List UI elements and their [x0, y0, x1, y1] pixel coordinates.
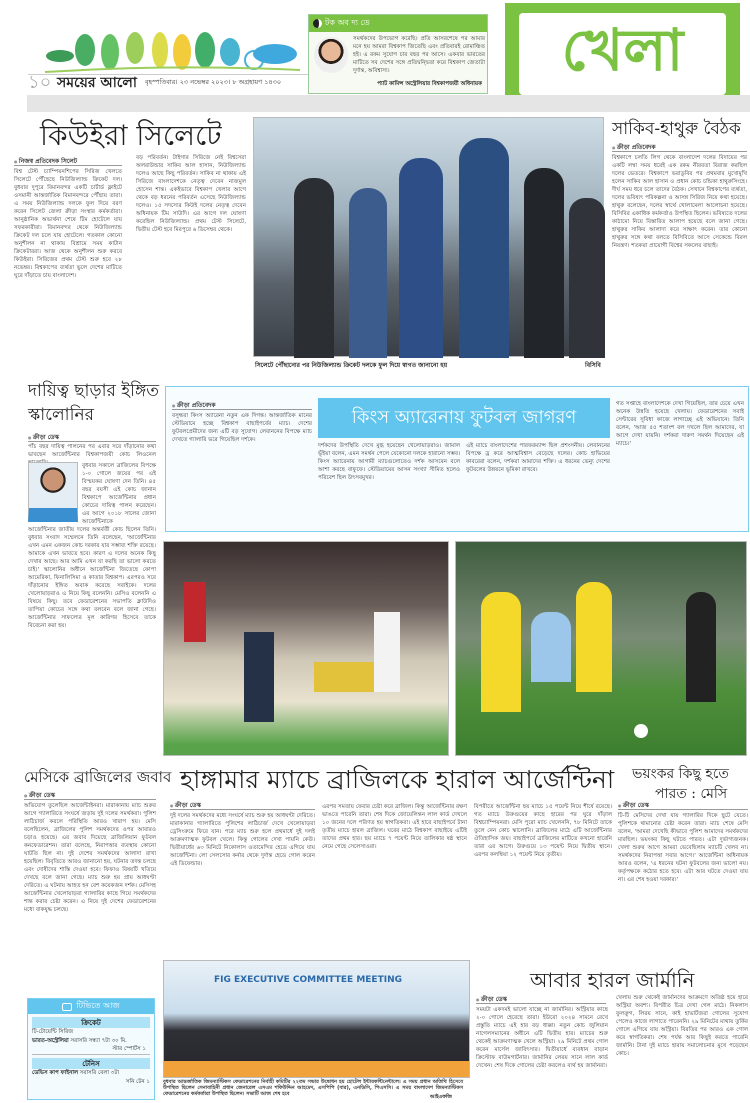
- kiwis-body-col2: বড় পরিবর্তন। টাইগার সিরিজে নেই বিশ্বসেরা অলরাউন্ডার সাকিব আল হাসান, নিউজিল্যান্ড দলেও আছে কিছু পরিবর্তন। সাকিব না থাকায় এই সিরিজে বাংলাদেশকে নেতৃত্ব দেবেন নাজমুল হোসেন শান্ত। একইভাবে বিশ্বকাপ খেলার আগে থেকে বড় ধরনের পরিবর্তন এসেছে নিউজিল্যান্ড দলেও। ১৫ সদস্যের কিউই দলের নেতৃত্ব দেবেন অধিনায়ক টিম সাউদি। এর আগে দল ঘোষণা করেছিল নিউজিল্যান্ড। প্রথম টেস্ট সিলেটে, দ্বিতীয় টেস্ট হবে মিরপুরে ৬ ডিসেম্বর থেকে।: [136, 155, 246, 233]
- divider: [172, 409, 312, 410]
- brazil-reply-body: অভিযোগ তুলেছিল আর্জেন্টাইনরা। মারাকানায় ম্যাচ শুরুর আগে গ্যালারিতে সংঘর্ষে জড়ায় দুই দলের সমর্থকরা। পুলিশ লাঠিচার্জ করলে পরিস্থিতি আরও খারাপ হয়। মেসি বলেছিলেন, ব্রাজিলের পুলিশ সমর্থকদের ওপর আবারও চড়াও হয়েছে। এর জবাব দিয়েছে ব্রাজিলিয়ান ফুটবল কনফেডারেশন। তারা বলেছে, নিরাপত্তার ব্যবস্থায় কোনো ঘাটতি ছিল না। দুই দেশের সমর্থকদের আলাদা রাখা হয়েছিল। বিবৃতিতে আরও জানানো হয়, ঘটনার তদন্ত চলছে এবং দোষীদের শাস্তি দেওয়া হবে। ফিফাও বিষয়টি খতিয়ে দেখছে বলে জানা গেছে। ম্যাচ শুরু হয় প্রায় আধঘণ্টা দেরিতে। এ ঘটনায় আহত হন বেশ কয়েকজন দর্শক। মেসিসহ আর্জেন্টিনার খেলোয়াড়রা গ্যালারির কাছে গিয়ে সমর্থকদের শান্ত করার চেষ্টা করেন। এ নিয়ে দুই দেশের ফেডারেশনের মধ্যে বাকযুদ্ধ চলছে।: [24, 803, 156, 913]
- brazil-reply-headline: মেসিকে ব্রাজিলের জবাব: [24, 768, 172, 786]
- sakib-body: বিশ্বকাপে চলতি লিগ থেকে বাংলাদেশ দলের বিদায়ের পর একটি লম্বা সময় ধরেই এক রকম নীরবতা বিরাজ করছিল দলের ভেতরে। বিশ্বকাপে ভরাডুবির পর প্রথমবার মুখোমুখি হলেন সাকিব আল হাসান ও প্রধান কোচ চন্ডিকা হাথুরুসিংহে। দীর্ঘ সময় ধরে চলে তাদের বৈঠক। সেখানে বিশ্বকাপের ব্যর্থতা, দলের ভবিষ্যৎ পরিকল্পনা ও আসন্ন সিরিজ নিয়ে কথা হয়েছে। হাথুরু বলেছেন, দলের স্বার্থে খোলামেলা আলোচনা হয়েছে। বিসিবির একাধিক কর্মকর্তাও উপস্থিত ছিলেন। ভবিষ্যতে দলের কাঠামো নিয়ে বিস্তারিত আলাপ হয়েছে বলে জানা গেছে। হাথুরুর সাকিব আলাদা করে সাক্ষাৎ করেন। তার কোনো হাথুরুর সঙ্গে কথা বলতে বিসিবিতে আসে সেকেন্ডে বিরল নিয়ন্ত্রণ। শতকরা প্রায়োগী বিশ্বের সকলের বাছাই।: [612, 155, 747, 249]
- talk-of-the-day-box: [308, 14, 488, 94]
- fig-photo-caption: বুধবার আন্তর্জাতিক জিমন্যাস্টিকস ফেডারেশনের নির্বাহী কমিটির ২২তম সভার উদ্বোধন হয় হোটেল ইন্টারকন্টিনেন্টালে। এ সময় প্রধান অতিথি হিসেবে উপস্থিত ছিলেন সেনাবাহিনী প্রধান জেনারেল এসএম শফিউদ্দিন আহমেদ, এসপিপি (বার), এনডিসি, পিএসসি। এ সময় বাংলাদেশ জিমন্যাস্টিকস ফেডারেশনের কর্মকর্তারা উপস্থিত ছিলেন। সভাটি আজ শেষ হবে: [163, 1079, 463, 1097]
- scaloni-body-top: পাঁচ বছর দায়িত্ব পালনের পর এবার সরে দাঁড়ানোর কথা ভাবছেন আর্জেন্টিনার বিশ্বকাপজয়ী কোচ লিওনেল: [28, 444, 156, 458]
- kings-body-col3: এই ম্যাচে বাংলাদেশের পারফরম্যান্স ছিল প্রশংসনীয়। লেবাননের বিপক্ষে ড্র করে আত্মবিশ্বাস বেড়েছে দলের। কোচ হাভিয়ের কাবরেরা বলেন, দর্শকরা আমাদের শক্তি। এ ধরনের ভেন্যু দেশের ফুটবলের উন্নয়নে ভূমিকা রাখবে।: [466, 443, 610, 473]
- divider: [618, 809, 748, 810]
- divider: [170, 809, 315, 810]
- scaloni-headline-line1: দায়িত্ব ছাড়ার ইঙ্গিত: [28, 381, 160, 401]
- kings-body-col1: বসুন্ধরা কিংস অ্যারেনা নতুন এক দিগন্ত। আন্তর্জাতিক মানের স্টেডিয়ামে হচ্ছে বিশ্বকাপ বাছাইপর্বের ম্যাচ। দেশের ফুটবলপ্রেমীদের জন্য এটি বড় সুযোগ। লেবাননের বিপক্ষে ম্যাচ দেখতে গ্যালারি ভরে গিয়েছিল দর্শকে।: [172, 413, 312, 443]
- quote-avatar: [314, 37, 348, 73]
- tv-sport-tennis: টেনিস: [32, 1058, 150, 1069]
- scaloni-photo: [28, 462, 78, 522]
- fig-meeting-photo: [163, 960, 470, 1078]
- kiwis-photo-caption: সিলেটে পৌঁছানোর পর নিউজিল্যান্ড ক্রিকেট দলকে ফুল দিয়ে স্বাগত জানানো হয়: [255, 362, 448, 369]
- scaloni-body: আর্জেন্টিনার জাতীয় দলের অন্তর্বর্তী কোচ ছিলেন তিনি। বুধবার সংবাদ সম্মেলনে তিনি বলেছেন, 'আর্জেন্টিনার এখন এমন একজন কোচ দরকার যার সম্ভাব্য শক্তি রয়েছে। আমাকে এখন ভাবতে হবে। কারণ এ দলের অনেক কিছু দেখার আছে। আর আমি এখন যা করছি তা ভালো করতে চাই।' স্কালোনির অধীনে আর্জেন্টিনা জিতেছে কোপা আমেরিকা, ফিনালিসিমা ও কাতার বিশ্বকাপ। এরপরও সরে দাঁড়ানোর ইঙ্গিত অবাক করেছে সবাইকে। দলের খেলোয়াড়রাও এ নিয়ে কিছু বলেননি। মেসিও বলেননি এ বিষয়ে কিছু। তবে ফেডারেশনের সভাপতি ক্লাউদিও তাপিয়া কোচের সঙ্গে কথা বলবেন বলে জানা গেছে। আর্জেন্টিনার সাফল্যের মূল কারিগর হিসেবে তাকে বিবেচনা করা হয়।: [28, 527, 156, 629]
- tv-schedule-box: [27, 998, 155, 1100]
- messi-headline-line2: পারত : মেসি: [655, 786, 728, 802]
- tv-detail: সরাসরি সন্ধ্যা ৭টা ৩০ মি.: [70, 1038, 127, 1044]
- germany-body-col2: খেলায় শুরু থেকেই জার্মানদের আক্রমণে অতিষ্ঠ হয়ে হারে অস্ট্রিয়া অবশ্য। বিপরীত চিত্র দেখা গেল মাঠে। নিকলাস ফুলক্রুগ, লিরয় সানে, কাই হাভার্টজরা গোলের সুযোগ পেলেও কাজে লাগাতে পারেননি। ২৯ মিনিটের মাথায় তুর্কির গোলে এগিয়ে যায় অস্ট্রিয়া। বিরতির পর আরও এক গোল করে স্বাগতিকরা। শেষ পর্যন্ত আর কিছুই করতে পারেনি জার্মানি। টানা দুই ম্যাচে হারায় সমালোচনার মুখে পড়েছেন কোচ।: [616, 995, 748, 1057]
- sports-silhouettes-icon: [40, 28, 300, 76]
- kings-byline: ● ক্রীড়া প্রতিবেদক: [172, 400, 216, 411]
- quote-text: সমর্থকদের উপভোগ করেছি। প্রতি আসরশেষে পর আমার মনে হয় আমরা বিশ্বকাপ জিতেছি এবং প্রতিবারই রোমাঞ্চিত হই। এ রকম সুযোগ চার বছর পর আসে। একবার ভারতের মাটিতে সব দেশের সঙ্গে প্রতিদ্বন্দ্বিতা করে বিশ্বকাপ জেতাটা দুর্দান্ত, অবিশ্বাস্য।: [353, 36, 485, 74]
- scaloni-body-wrap: বুধবার সকালে ব্রাজিলের বিপক্ষে ১-০ গোলে জয়ের পর এই বিস্ময়কর ঘোষণা দেন তিনি। ৪৫ বছর বয়সী এই কোচ জানান বিশ্বকাপে আর্জেন্টিনার প্রধান কোচের দায়িত্ব পালন করেছেন। এর আগে ২০১৮ সালের জোনা আর্জেন্টিনাকে: [82, 463, 156, 525]
- kiwis-headline: কিউইরা সিলেটে: [40, 119, 222, 152]
- quote-attribution: প্যাট কামিন্স অস্ট্রেলিয়ার বিশ্বকাপজয়ী অধিনায়ক: [377, 81, 482, 87]
- scaloni-headline-line2: স্কালোনির: [28, 405, 94, 425]
- main-byline: ● ক্রীড়া ডেস্ক: [170, 800, 201, 811]
- divider: [476, 1003, 606, 1004]
- tv-match: ভারত-অস্ট্রেলিয়া: [32, 1038, 69, 1044]
- issue-date: বৃহস্পতিবার। ২৩ নভেম্বর ২০২৩। ৮ অগ্রহায়ণ ১৪৩০: [145, 78, 282, 86]
- main-body-col1: দুই দলের সমর্থকদের মধ্যে সংঘর্ষে ম্যাচ শুরু হয় আধঘণ্টা দেরিতে। মারাকানার গ্যালারিতে পুলিশের লাঠিচার্জ দেখে খেলোয়াড়রা ড্রেসিংরুমে ফিরে যান। পরে ম্যাচ শুরু হলে প্রথমার্ধে দুই দলই আক্রমণাত্মক ফুটবল খেলে। কিন্তু গোলের দেখা পায়নি কেউ। দ্বিতীয়ার্ধের ৬৩ মিনিটে নিকোলাস ওতামেন্দির হেডে এগিয়ে যায় আর্জেন্টিনা। লো সেলসোর কর্নার থেকে দুর্দান্ত হেডে গোল করেন এই ডিফেন্ডার।: [170, 813, 315, 867]
- divider: [28, 441, 156, 442]
- tv-box-header: [28, 999, 154, 1014]
- kings-body-col4: গত সপ্তাহে বাংলাদেশকে দেখা গিয়েছিল, তার চেয়ে এখন অনেক উন্নতি হয়েছে খেলায়। ফেডারেশনের সবাই সেন্টারের সুবিধা কাজে লাগাচ্ছে এই অভিযানে। তিনি বলেন, 'আজ ৫৫ শতাংশ বল দখলে ছিল আমাদের, যা আগে দেখা যায়নি। দর্শকরা দারুণ সমর্থন দিয়েছেন এই ম্যাচে।': [616, 401, 744, 447]
- messi-byline: ● ক্রীড়া ডেস্ক: [618, 800, 649, 811]
- germany-byline: ● ক্রীড়া ডেস্ক: [476, 994, 507, 1005]
- sports-silhouette-banner: [40, 28, 300, 76]
- tv-event: টি-টোয়েন্টি সিরিজ: [32, 1029, 74, 1035]
- kiwis-byline: ● নিজস্ব প্রতিবেদক সিলেট: [14, 156, 77, 167]
- tv-box-title: টিভিতে আজ: [76, 1001, 120, 1010]
- paper-name: সময়ের আলো: [57, 75, 137, 91]
- scaloni-byline: ● ক্রীড়া ডেস্ক: [28, 432, 59, 443]
- divider: [612, 151, 747, 152]
- kings-headline-bar: [318, 398, 610, 438]
- main-body-col3: বিপরীতে আর্জেন্টিনা ছয় ম্যাচে ১৫ পয়েন্ট নিয়ে শীর্ষে রয়েছে। গত ম্যাচে উরুগুয়ের কাছে হারের পর ঘুরে দাঁড়াল বিশ্বচ্যাম্পিয়নরা। মেসি পুরো ম্যাচ খেলেননি, ৭৮ মিনিটে তাকে তুলে নেন কোচ স্কালোনি। ব্রাজিলের মাঠে এটি আর্জেন্টিনার ঐতিহাসিক জয়। বাছাইপর্বে ব্রাজিলের মাটিতে কখনো হারেনি তারা এর আগে। উরুগুয়ে ১৩ পয়েন্ট নিয়ে দ্বিতীয় স্থানে। এরপর কলম্বিয়া ১২ পয়েন্ট নিয়ে তৃতীয়।: [474, 804, 612, 858]
- sakib-headline: সাকিব-হাথুরু বৈঠক: [612, 119, 741, 139]
- khela-section-logo: [505, 3, 740, 105]
- kings-body-col2: দর্শকদের উপস্থিতি দেখে মুগ্ধ হয়েছেন খেলোয়াড়রাও। জামাল ভূঁইয়া বলেন, এমন সমর্থন পেলে যেকোনো দলকে হারানো সম্ভব। কিংস অ্যারেনায় আগামী ম্যাচগুলোতেও দর্শক আসবেন বলে আশা করছে বাফুফে। স্টেডিয়ামের আসন সংখ্যা সীমিত হলেও পরিবেশ ছিল উৎসবমুখর।: [318, 443, 460, 481]
- messi-headline-line1: ভয়ংকর কিছু হতে: [632, 766, 729, 782]
- page-number: ১০: [28, 72, 52, 93]
- tv-channel: স্টার স্পোর্টস ১: [32, 1046, 150, 1055]
- header-band: [27, 95, 750, 112]
- germany-body-col1: সময়টা একদমই ভালো যাচ্ছে না জার্মানির। অস্ট্রিয়ার কাছে ২-০ গোলে হেরেছে তারা। ইউরো ২০২৪ সামনে রেখে প্রস্তুতি ম্যাচে এই হার বড় ধাক্কা। নতুন কোচ জুলিয়ান নাগেলসম্যানের অধীনে এটি দ্বিতীয় হার। ম্যাচের শুরু থেকেই আক্রমণাত্মক খেলে অস্ট্রিয়া। ২৯ মিনিটে প্রথম গোল করেন মার্সেল জাবিৎসার। দ্বিতীয়ার্ধে ব্যবধান বাড়ান ক্রিস্টোফ বাউমগার্টনার। জার্মানির লেরয় সানে লাল কার্ড দেখেন। শেষ দিকে গোলের চেষ্টা করলেও ব্যর্থ হয় জার্মানরা।: [476, 1007, 608, 1069]
- kiwis-arrival-photo: [253, 117, 604, 357]
- fig-banner-text: FIG EXECUTIVE COMMITTEE MEETING: [214, 975, 402, 985]
- germany-headline: আবার হারল জার্মানি: [530, 968, 695, 992]
- fig-photo-credit: আইএফজি: [430, 1094, 452, 1100]
- main-headline: হাঙ্গামার ম্যাচে ব্রাজিলকে হারাল আর্জেন্টিনা: [180, 765, 615, 794]
- tv-sport-cricket: ক্রিকেট: [32, 1017, 150, 1028]
- kings-headline: কিংস অ্যারেনায় ফুটবল জাগরণ: [351, 406, 577, 428]
- messi-body: টি-টি মেসিদের দেখা যায় গ্যালারির দিকে ছুটে যেতে। পুলিশকে থামানোর চেষ্টা করেন তারা। ম্যাচ শেষে মেসি বলেন, 'আমরা দেখেছি কীভাবে পুলিশ আমাদের সমর্থকদের মারছিল। ভয়ংকর কিছু ঘটতে পারত। এটা দুর্ভাগ্যজনক। খেলা শুরুর আগে আমরা ভেবেছিলাম ম্যাচটি খেলব না। সমর্থকদের নিরাপত্তা সবার আগে।' আর্জেন্টিনা অধিনায়ক আরও বলেন, 'এ ধরনের ঘটনা ফুটবলের জন্য ভালো নয়। কর্তৃপক্ষকে কঠোর হতে হবে। এটা আর ঘটতে দেওয়া যায় না। এর শেষ হওয়া দরকার।': [618, 813, 748, 883]
- quote-icon: [313, 19, 322, 28]
- divider: [24, 799, 156, 800]
- section-logo-text: খেলা: [561, 15, 684, 84]
- main-body-col2: এরপর সমতায় ফেরার চেষ্টা করে ব্রাজিল। কিন্তু আর্জেন্টিনার রক্ষণ ভাঙতে পারেনি তারা। শেষ দিকে জোয়েলিন্তন লাল কার্ড দেখলে ১০ জনের দলে পরিণত হয় স্বাগতিকরা। এই হারে বাছাইপর্বে টানা তৃতীয় ম্যাচে হারল ব্রাজিল। ঘরের মাঠে বিশ্বকাপ বাছাইয়ে এটিই তাদের প্রথম হার। ছয় ম্যাচে ৭ পয়েন্ট নিয়ে তালিকার ষষ্ঠ স্থানে নেমে গেছে সেলেসাওরা।: [322, 804, 467, 850]
- talk-of-the-day-header: [309, 15, 487, 32]
- tv-icon: [62, 1003, 72, 1011]
- tv-match: ডেভিস কাপ ফাইনাল: [32, 1070, 79, 1076]
- sakib-byline: ● ক্রীড়া প্রতিবেদক: [612, 142, 656, 153]
- divider: [14, 165, 122, 166]
- divider: [28, 74, 308, 75]
- brazil-reply-byline: ● ক্রীড়া ডেস্ক: [24, 790, 55, 801]
- tv-detail: সরাসরি বেলা ৩টা: [79, 1070, 119, 1076]
- match-action-photo: [455, 541, 747, 756]
- kiwis-body-col1: বিশ্ব টেস্ট চ্যাম্পিয়নশিপের সিরিজ খেলতে সিলেটে পৌঁছেছে নিউজিল্যান্ড ক্রিকেট দল। বুধবার দুপুরে বিমানবন্দর একটি চার্টার্ড ফ্লাইটে ওসমানী আন্তর্জাতিক বিমানবন্দরে পৌঁছায় তারা। এ সময় নিউজিল্যান্ড দলকে ফুল দিয়ে বরণ করেন সিলেট জেলা ক্রীড়া সংস্থার কর্মকর্তারা। আনুষ্ঠানিক অভ্যর্থনা শেষে টিম হোটেলে যায় সফরকারীরা। বিমানবন্দর থেকে নিউজিল্যান্ড ক্রিকেট দল চলে যায় হোটেলে। গতকাল কোনো অনুশীলন না থাকায় বিশ্রামে সময় কাটান ক্রিকেটাররা। আজ থেকে অনুশীলন শুরু করবে কিউইরা। সিরিজের প্রথম টেস্ট শুরু হবে ২৮ নভেম্বর। বিশ্বকাপের ব্যর্থতা ভুলে দেশের মাটিতে ঘুরে দাঁড়াতে চায় বাংলাদেশ।: [14, 169, 122, 279]
- stadium-clash-photo: [163, 541, 449, 756]
- tv-channel: সনি টেন ১: [125, 1079, 150, 1085]
- kiwis-photo-credit: বিসিবি: [585, 362, 601, 369]
- talk-of-the-day-title: টক অব দ্য ডে: [325, 18, 370, 27]
